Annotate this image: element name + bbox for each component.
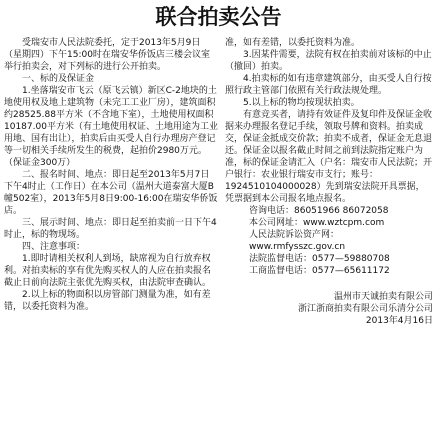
section-heading-items: 一、标的及保证金 — [22, 74, 95, 84]
announcement-title: 联合拍卖公告 — [155, 5, 282, 29]
signatory-2: 浙江浙商拍卖有限公司乐清分公司 — [297, 304, 433, 314]
note-3: 3.因某件需要，法院有权在拍卖前对该标的中止（撤回）拍卖。 — [225, 50, 432, 72]
section-heading-notes: 四、注意事项： — [22, 242, 86, 252]
court-supervision-phone: 法院监督电话：0577—59880708 — [249, 254, 390, 264]
registration-info: 二、报名时间、地点：即日起至2013年5月7日下午4时止（工作日）在本公司（温州大道泰富大厦B幢502室），2013年5月8日9:00-16:00在瑞安华侨饭店。 — [4, 170, 218, 216]
intro-paragraph: 受瑞安市人民法院委托，定于2013年5月9日（星期四）下午15:00时在瑞安华侨饭店三楼会议室举行拍卖会，对下列标的进行公开拍卖。 — [4, 38, 210, 72]
signatory-1: 温州市天诚拍卖有限公司 — [333, 292, 433, 302]
note-2: 2.以上标的物面积以房管部门测量为准，如有差错，以委托资料为准。 — [4, 290, 211, 312]
left-column — [4, 37, 218, 313]
item-description: 1.坐落瑞安市飞云（原飞云镇）新区C-2地块的土地使用权及地上建筑物（未完工工业厂房），建筑面积约28525.88平方米（不含地下室），土地使用权面积10187.00平方米（有土地使用权证、土地用途为工业用地、国有出让），拍卖后由买受人自行办理房产登记等一切相关手续所发生的税费，起拍价2980万元。（保证金300万） — [4, 86, 218, 168]
exhibition-info: 三、展示时间、地点：即日起至拍卖前一日下午4时止，标的物现场。 — [4, 218, 217, 240]
note-4: 4.拍卖标的如有违章建筑部分，由买受人自行按照行政主管部门依照有关行政法规处理。 — [225, 74, 432, 96]
note-1: 1.即时请相关权利人到场，缺席视为自行放弃权利。对拍卖标的享有优先购买权人的人应在拍卖报名截止日前向法院主张优先购买权，由法院审查确认。 — [4, 254, 212, 288]
signature-block — [225, 291, 433, 327]
deposit-instructions: 有意竞买者，请持有效证件及复印件及保证金收据来办理报名登记手续，领取号牌和资料。拍卖成交，保证金抵成交价款；拍卖不成者，保证金无息退还。保证金以报名截止时间之前到法院指定账户为准，标的保证金请汇入（户名：瑞安市人民法院；开户银行：农业银行瑞安市支行；账号：1924510104000028）先到瑞安法院开具票据，凭票据到本公司报名地点报名。 — [225, 110, 433, 204]
court-asset-site-label: 人民法院诉讼资产网： — [249, 230, 340, 240]
note-5: 5.以上标的物均按现状拍卖。 — [243, 98, 360, 108]
signature-date: 2013年4月16日 — [365, 316, 433, 326]
commerce-supervision-phone: 工商监督电话：0577—65611172 — [249, 266, 390, 276]
note-2-continued: 准，如有差错，以委托资料为准。 — [225, 38, 361, 48]
contact-phone: 咨询电话：86051966 86072058 — [249, 206, 389, 216]
court-asset-site-url: www.rmfysszc.gov.cn — [249, 242, 346, 252]
company-website: 本公司网址：www.wztcpm.com — [249, 218, 385, 228]
right-column — [225, 37, 433, 327]
